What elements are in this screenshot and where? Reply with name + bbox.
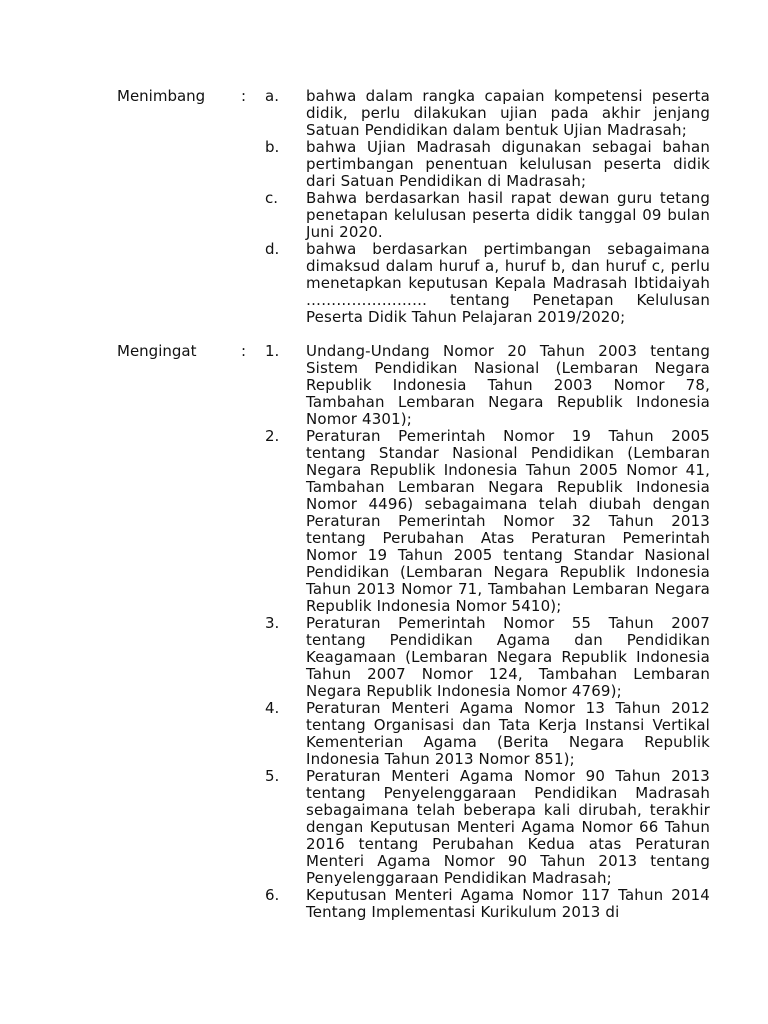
list-item	[0, 768, 768, 887]
section-mengingat	[0, 343, 768, 921]
item-marker: 2.	[265, 427, 280, 445]
item-text: Undang-Undang Nomor 20 Tahun 2003 tentang Sistem Pendidikan Nasional (Lembaran Negara Republik Indonesia Tahun 2003 Nomor 78, Tambahan Lembaran Negara Republik Indonesia Nomor 4301);	[306, 342, 710, 428]
item-marker: 1.	[265, 342, 280, 360]
item-text: Peraturan Pemerintah Nomor 19 Tahun 2005 tentang Standar Nasional Pendidikan (Lembaran Negara Republik Indonesia Tahun 2005 Nomor 41, Tambahan Lembaran Negara Republik Indonesia Nomor 4496) sebagaimana telah diubah dengan Peraturan Pemerintah Nomor 32 Tahun 2013 tentang Perubahan Atas Peraturan Pemerintah Nomor 19 Tahun 2005 tentang Standar Nasional Pendidikan (Lembaran Negara Republik Indonesia Tahun 2013 Nomor 71, Tambahan Lembaran Negara Republik Indonesia Nomor 5410);	[306, 427, 710, 615]
list-item	[0, 343, 768, 428]
item-marker: 4.	[265, 699, 280, 717]
list-item	[0, 700, 768, 768]
list-item	[0, 139, 768, 190]
item-marker: 5.	[265, 767, 280, 785]
list-item	[0, 88, 768, 139]
item-marker: b.	[265, 138, 280, 156]
list-item	[0, 190, 768, 241]
section-label: Menimbang	[117, 87, 206, 105]
list-item	[0, 615, 768, 700]
item-text: Peraturan Pemerintah Nomor 55 Tahun 2007 tentang Pendidikan Agama dan Pendidikan Keagamaan (Lembaran Negara Republik Indonesia Tahun 2007 Nomor 124, Tambahan Lembaran Negara Republik Indonesia Nomor 4769);	[306, 614, 710, 700]
item-marker: a.	[265, 87, 279, 105]
item-marker: 6.	[265, 886, 280, 904]
item-text: bahwa Ujian Madrasah digunakan sebagai bahan pertimbangan penentuan kelulusan peserta didik dari Satuan Pendidikan di Madrasah;	[306, 138, 710, 190]
item-marker: d.	[265, 240, 280, 258]
section-colon: :	[241, 342, 247, 360]
section-label: Mengingat	[117, 342, 197, 360]
item-marker: c.	[265, 189, 279, 207]
section-colon: :	[241, 87, 247, 105]
item-text: Keputusan Menteri Agama Nomor 117 Tahun 2014 Tentang Implementasi Kurikulum 2013 di	[306, 886, 710, 921]
item-text: Peraturan Menteri Agama Nomor 90 Tahun 2013 tentang Penyelenggaraan Pendidikan Madrasah sebagaimana telah beberapa kali dirubah, terakhir dengan Keputusan Menteri Agama Nomor 66 Tahun 2016 tentang Perubahan Kedua atas Peraturan Menteri Agama Nomor 90 Tahun 2013 tentang Penyelenggaraan Pendidikan Madrasah;	[306, 767, 710, 887]
list-item	[0, 887, 768, 921]
item-text: Bahwa berdasarkan hasil rapat dewan guru tetang penetapan kelulusan peserta didik tanggal 09 bulan Juni 2020.	[306, 189, 710, 241]
item-text: bahwa berdasarkan pertimbangan sebagaimana dimaksud dalam huruf a, huruf b, dan huruf c, perlu menetapkan keputusan Kepala Madrasah Ibtidaiyah …………………… tentang Penetapan Kelulusan Peserta Didik Tahun Pelajaran 2019/2020;	[306, 240, 710, 326]
section-menimbang	[0, 88, 768, 326]
list-item	[0, 241, 768, 326]
item-text: Peraturan Menteri Agama Nomor 13 Tahun 2012 tentang Organisasi dan Tata Kerja Instansi Vertikal Kementerian Agama (Berita Negara Republik Indonesia Tahun 2013 Nomor 851);	[306, 699, 710, 768]
item-marker: 3.	[265, 614, 280, 632]
item-text: bahwa dalam rangka capaian kompetensi peserta didik, perlu dilakukan ujian pada akhir jenjang Satuan Pendidikan dalam bentuk Ujian Madrasah;	[306, 87, 710, 139]
list-item	[0, 428, 768, 615]
